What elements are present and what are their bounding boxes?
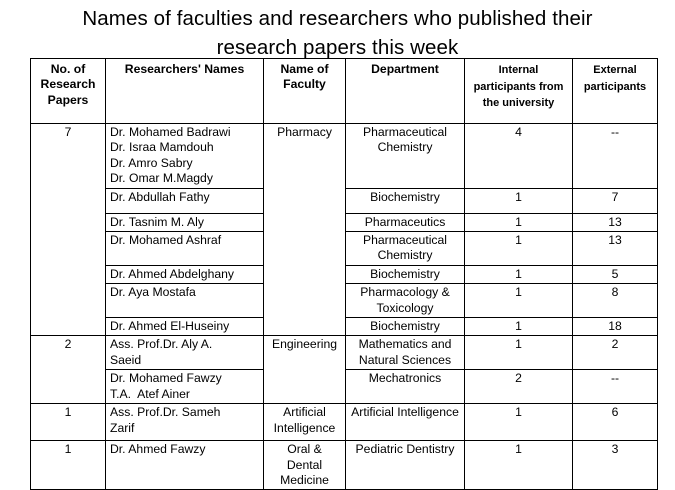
researchers-cell: [106, 404, 264, 441]
department-cell: Biochemistry: [346, 188, 465, 213]
external-count-cell: 2: [573, 336, 658, 370]
header-external: External participants: [573, 59, 658, 124]
department-cell: Mechatronics: [346, 370, 465, 404]
researcher-name: T.A. Atef Ainer: [110, 386, 190, 401]
papers-count-cell: 1: [31, 441, 106, 490]
researchers-cell: [106, 318, 264, 336]
external-count-cell: --: [573, 370, 658, 404]
table-row: [31, 441, 658, 490]
researcher-name: Ass. Prof.Dr. Sameh: [110, 405, 221, 420]
internal-count-cell: 4: [465, 124, 573, 189]
internal-count-cell: 2: [465, 370, 573, 404]
external-count-cell: --: [573, 124, 658, 189]
department-cell: Biochemistry: [346, 318, 465, 336]
external-count-cell: 13: [573, 213, 658, 231]
internal-count-cell: 1: [465, 232, 573, 266]
header-internal: Internal participants from the university: [465, 59, 573, 124]
title-line-1: Names of faculties and researchers who published their: [82, 7, 593, 30]
department-cell: Pharmaceutical Chemistry: [346, 124, 465, 189]
papers-count-cell: 2: [31, 336, 106, 404]
department-cell: Pharmaceutics: [346, 213, 465, 231]
table-header-row: [31, 59, 658, 124]
papers-count-cell: 7: [31, 124, 106, 336]
researchers-cell: [106, 213, 264, 231]
researchers-cell: [106, 284, 264, 318]
faculty-cell: Engineering: [264, 336, 346, 404]
table-row: [31, 124, 658, 189]
researcher-name: Dr. Mohamed Ashraf: [110, 233, 222, 248]
researcher-name: Dr. Ahmed Fawzy: [110, 442, 206, 457]
internal-count-cell: 1: [465, 336, 573, 370]
researchers-cell: [106, 265, 264, 283]
internal-count-cell: 1: [465, 265, 573, 283]
researcher-name: Dr. Ahmed Abdelghany: [110, 266, 234, 281]
table-row: [31, 404, 658, 441]
header-papers: No. of Research Papers: [31, 59, 106, 124]
researcher-name: Dr. Israa Mamdouh: [110, 140, 214, 155]
researchers-cell: [106, 370, 264, 404]
researcher-name: Zarif: [110, 420, 135, 435]
header-faculty: Name of Faculty: [264, 59, 346, 124]
department-cell: Mathematics and Natural Sciences: [346, 336, 465, 370]
faculty-cell: Artificial Intelligence: [264, 404, 346, 441]
internal-count-cell: 1: [465, 404, 573, 441]
researcher-name: Dr. Mohamed Fawzy: [110, 371, 222, 386]
table-row: [31, 336, 658, 370]
header-researchers: Researchers' Names: [106, 59, 264, 124]
researcher-name: Dr. Mohamed Badrawi: [110, 125, 231, 139]
researcher-name: Dr. Omar M.Magdy: [110, 171, 213, 186]
researcher-name: Saeid: [110, 352, 142, 367]
researchers-cell: [106, 441, 264, 490]
department-cell: Pharmacology & Toxicology: [346, 284, 465, 318]
department-cell: Biochemistry: [346, 265, 465, 283]
internal-count-cell: 1: [465, 188, 573, 213]
page-title: [0, 4, 675, 62]
external-count-cell: 3: [573, 441, 658, 490]
external-count-cell: 8: [573, 284, 658, 318]
title-line-2: research papers this week: [216, 36, 459, 59]
department-cell: Pharmaceutical Chemistry: [346, 232, 465, 266]
researcher-name: Ass. Prof.Dr. Aly A.: [110, 337, 213, 352]
external-count-cell: 13: [573, 232, 658, 266]
external-count-cell: 18: [573, 318, 658, 336]
external-count-cell: 5: [573, 265, 658, 283]
researcher-name: Dr. Ahmed El-Huseiny: [110, 319, 230, 334]
researchers-cell: [106, 336, 264, 370]
department-cell: Pediatric Dentistry: [346, 441, 465, 490]
internal-count-cell: 1: [465, 318, 573, 336]
researcher-name: Dr. Amro Sabry: [110, 155, 193, 170]
internal-count-cell: 1: [465, 441, 573, 490]
faculty-cell: Oral & Dental Medicine: [264, 441, 346, 490]
researcher-name: Dr. Abdullah Fathy: [110, 189, 210, 204]
researchers-cell: [106, 124, 264, 189]
internal-count-cell: 1: [465, 213, 573, 231]
external-count-cell: 7: [573, 188, 658, 213]
papers-count-cell: 1: [31, 404, 106, 441]
external-count-cell: 6: [573, 404, 658, 441]
researcher-name: Dr. Aya Mostafa: [110, 285, 196, 300]
researcher-name: Dr. Tasnim M. Aly: [110, 214, 204, 229]
header-department: Department: [346, 59, 465, 124]
publications-table: [30, 58, 658, 490]
faculty-cell: Pharmacy: [264, 124, 346, 336]
researchers-cell: [106, 232, 264, 266]
internal-count-cell: 1: [465, 284, 573, 318]
researchers-cell: [106, 188, 264, 213]
department-cell: Artificial Intelligence: [346, 404, 465, 441]
